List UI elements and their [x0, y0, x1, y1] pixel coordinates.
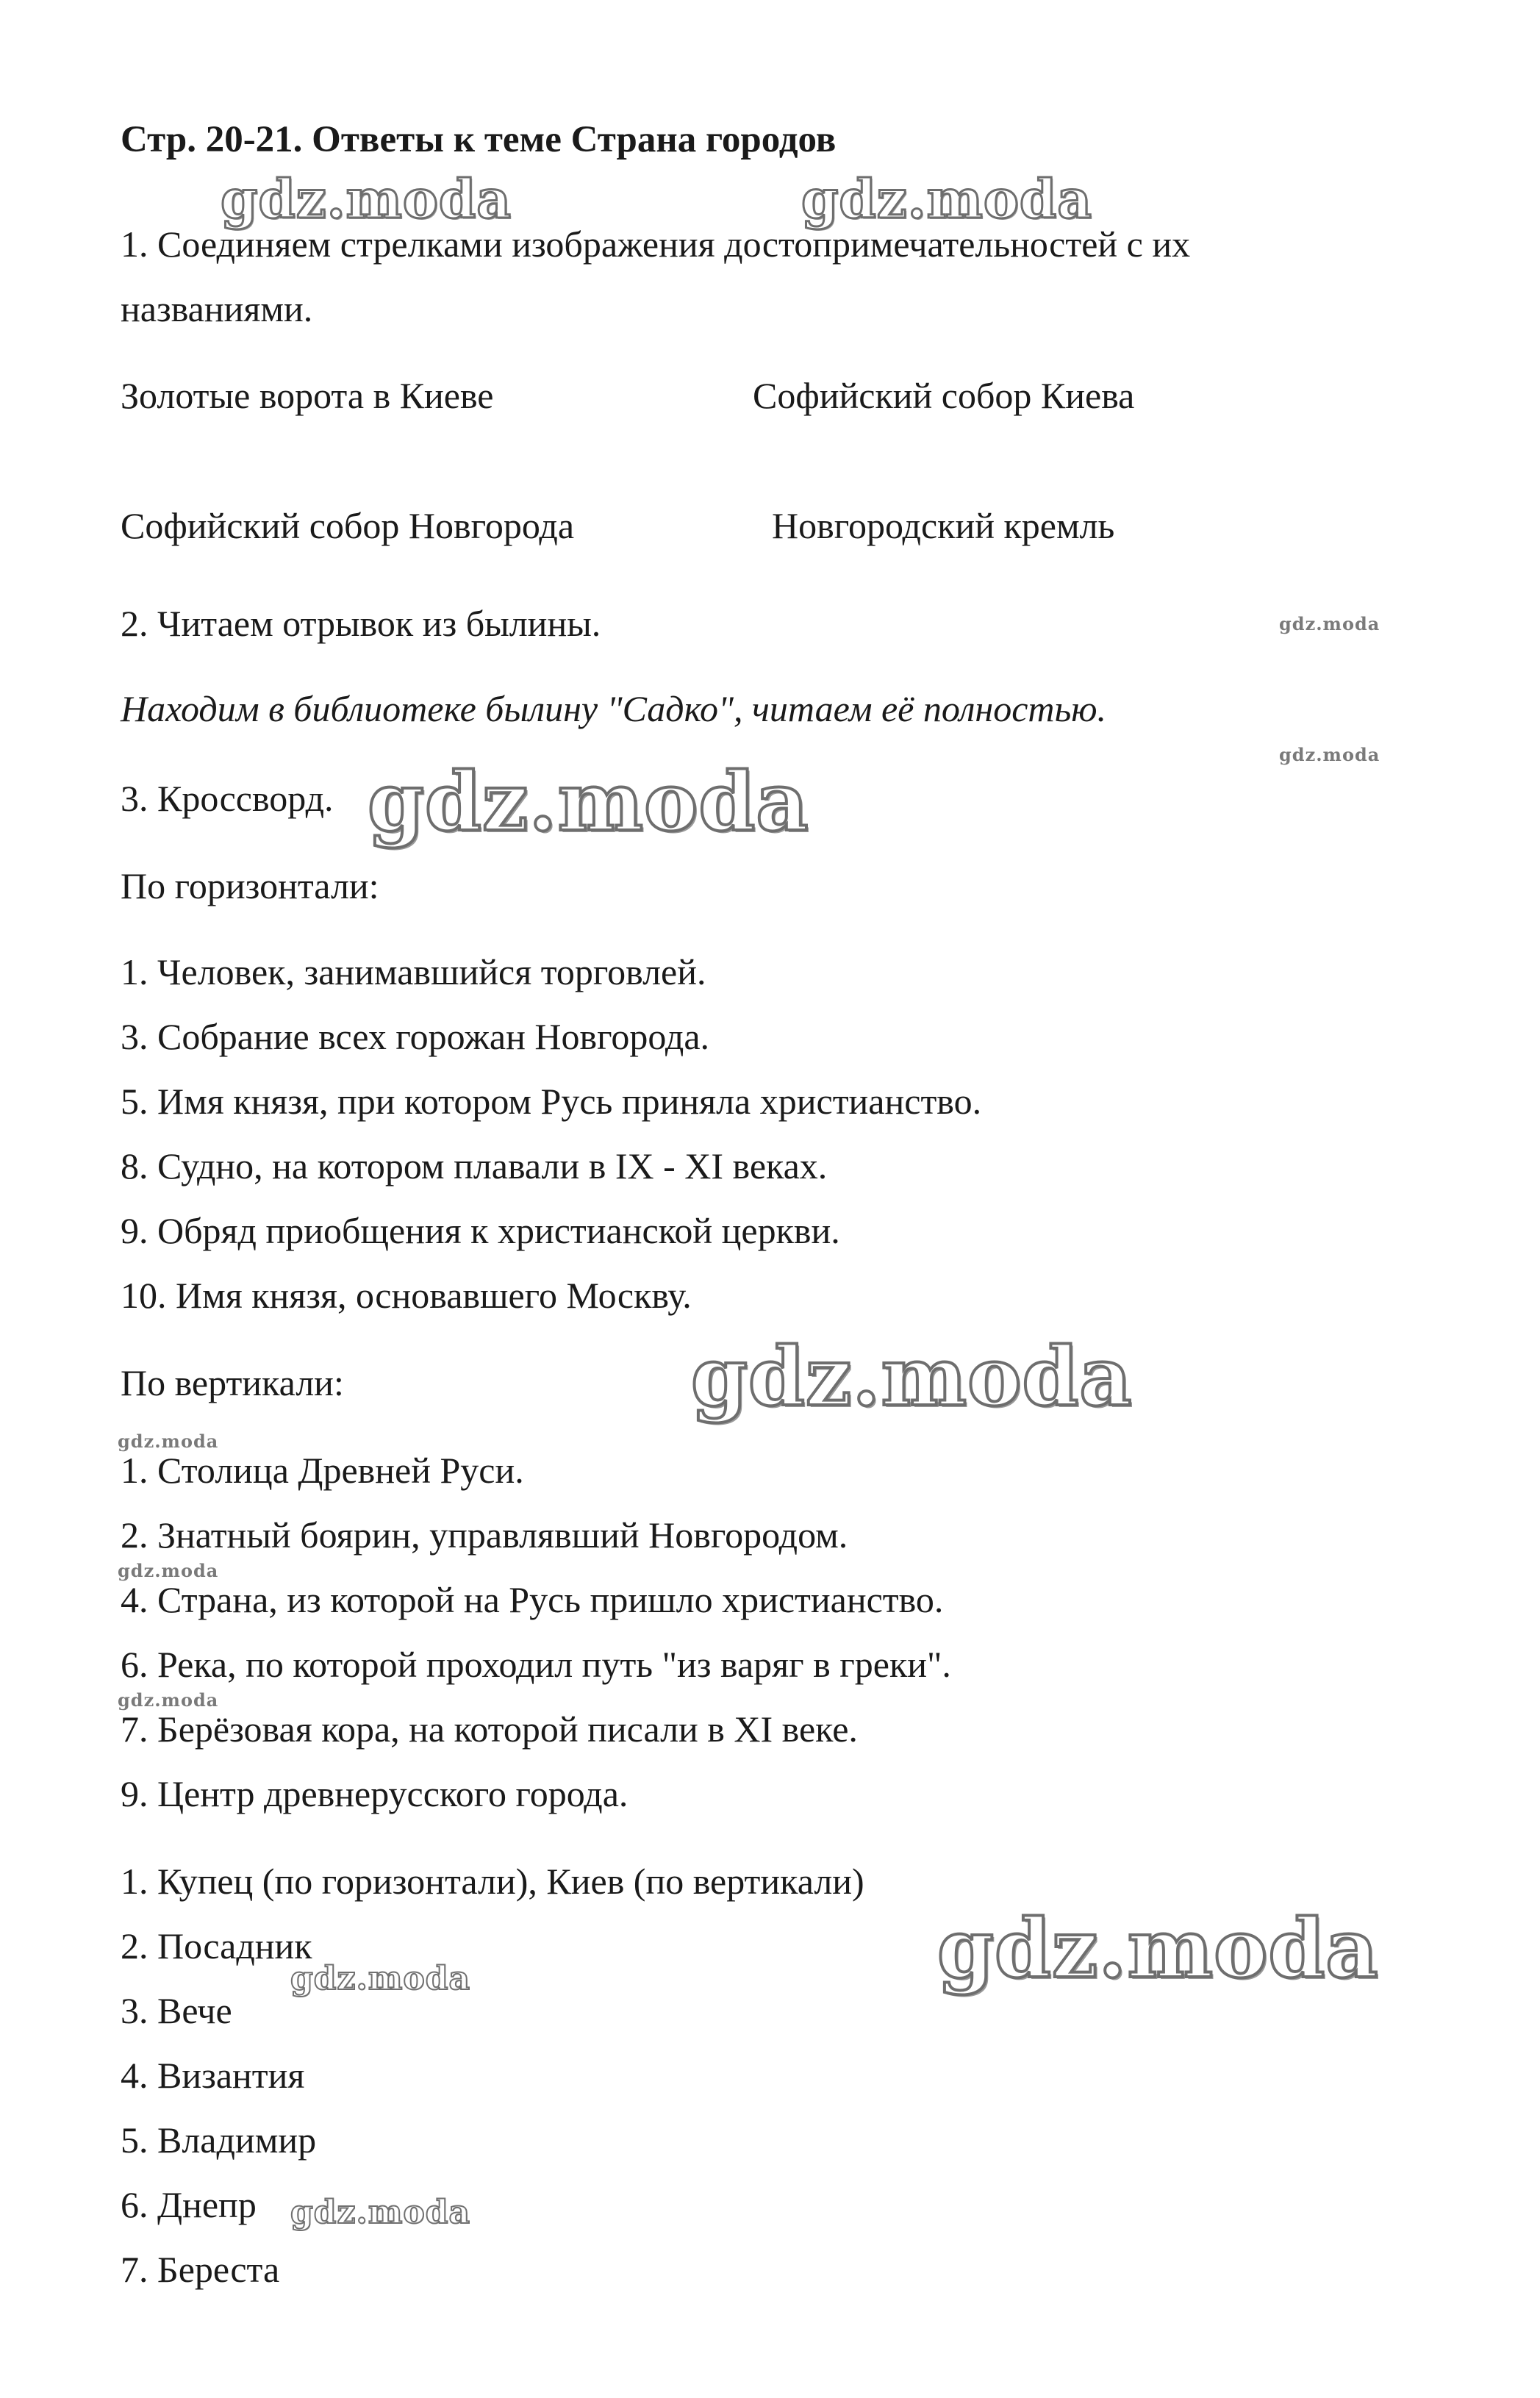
sight-sophia-kiev: Софийский собор Киева	[753, 375, 1135, 416]
crossword-answer: 6. Днепр	[121, 2184, 257, 2225]
crossword-answer: 1. Купец (по горизонтали), Киев (по вертикали)	[121, 1861, 864, 1902]
vertical-heading: По вертикали:	[121, 1362, 344, 1403]
vertical-clue: 6. Река, по которой проходил путь "из варяг в греки".	[121, 1644, 951, 1685]
vertical-clue: 2. Знатный боярин, управлявший Новгородом.	[121, 1514, 848, 1556]
horizontal-clue: 9. Обряд приобщения к христианской церкви.	[121, 1210, 840, 1251]
vertical-clue: 9. Центр древнерусского города.	[121, 1773, 628, 1814]
watermark: gdz.moda	[118, 1689, 219, 1711]
crossword-answer: 5. Владимир	[121, 2119, 317, 2161]
horizontal-clue: 10. Имя князя, основавшего Москву.	[121, 1275, 692, 1316]
horizontal-clue: 5. Имя князя, при котором Русь приняла христианство.	[121, 1081, 982, 1122]
watermark: gdz.moda	[118, 1560, 219, 1581]
watermark: gdz.moda	[1279, 744, 1380, 765]
watermark: gdz.moda	[221, 168, 512, 230]
crossword-answer: 7. Береста	[121, 2249, 280, 2290]
watermark: gdz.moda	[937, 1901, 1379, 1996]
horizontal-clue: 3. Собрание всех горожан Новгорода.	[121, 1016, 710, 1057]
page-title: Стр. 20-21. Ответы к теме Страна городов	[121, 119, 837, 160]
sight-golden-gate-kiev: Золотые ворота в Киеве	[121, 375, 494, 416]
task2-answer: Находим в библиотеке былину "Садко", читаем её полностью.	[121, 688, 1107, 729]
watermark: gdz.moda	[368, 754, 809, 849]
crossword-answer: 3. Вече	[121, 1990, 232, 2031]
sight-novgorod-kremlin: Новгородский кремль	[772, 505, 1115, 546]
watermark: gdz.moda	[1279, 613, 1380, 634]
watermark: gdz.moda	[118, 1431, 219, 1452]
vertical-clue: 1. Столица Древней Руси.	[121, 1450, 524, 1491]
vertical-clue: 4. Страна, из которой на Русь пришло христианство.	[121, 1579, 944, 1620]
task3-text: 3. Кроссворд.	[121, 778, 334, 819]
horizontal-heading: По горизонтали:	[121, 865, 379, 906]
watermark: gdz.moda	[290, 2194, 471, 2231]
vertical-clue: 7. Берёзовая кора, на которой писали в XI веке.	[121, 1708, 858, 1750]
horizontal-clue: 8. Судно, на котором плавали в IX - XI веках.	[121, 1145, 828, 1187]
watermark: gdz.moda	[290, 1960, 471, 1997]
task2-text: 2. Читаем отрывок из былины.	[121, 603, 601, 644]
watermark: gdz.moda	[801, 168, 1092, 230]
sight-sophia-novgorod: Софийский собор Новгорода	[121, 505, 575, 546]
horizontal-clue: 1. Человек, занимавшийся торговлей.	[121, 951, 706, 992]
task1-text-line2: названиями.	[121, 288, 313, 329]
crossword-answer: 4. Византия	[121, 2055, 305, 2096]
task1-text-line1: 1. Соединяем стрелками изображения достопримечательностей с их	[121, 223, 1191, 265]
crossword-answer: 2. Посадник	[121, 1925, 312, 1966]
watermark: gdz.moda	[691, 1329, 1133, 1424]
